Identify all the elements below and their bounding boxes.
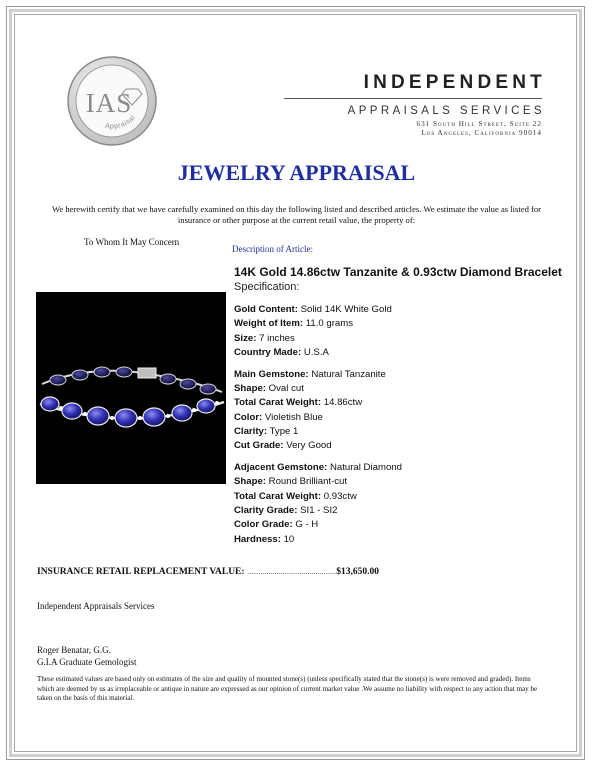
company-header: [322, 72, 546, 138]
specification-label: Specification:: [234, 281, 300, 293]
spec-row: Gold Content: Solid 14K White Gold: [234, 304, 392, 315]
logo-subtext: Appraisal: [104, 114, 138, 131]
spec-row: Clarity: Type 1: [234, 425, 299, 437]
document-title: JEWELRY APPRAISAL: [177, 160, 416, 185]
spec-row: Country Made: U.S.A: [234, 346, 329, 358]
signer-title: G.I.A Graduate Gemologist: [37, 657, 137, 667]
spec-row: Clarity Grade: SI1 - SI2: [234, 505, 338, 517]
spec-row: Cut Grade: Very Good: [234, 440, 332, 452]
header-divider: [284, 98, 542, 99]
insurance-value-label: INSURANCE RETAIL REPLACEMENT VALUE:: [37, 567, 245, 577]
spec-row: Main Gemstone: Natural Tanzanite: [234, 368, 386, 380]
adjacent-gemstone-specs: [234, 461, 402, 547]
spec-row: Total Carat Weight: 0.93ctw: [234, 490, 357, 502]
bracelet-photo: [36, 292, 226, 484]
article-title: 14K Gold 14.86ctw Tanzanite & 0.93ctw Diamond Bracelet: [234, 265, 562, 279]
spec-row: Size: 7 inches: [234, 332, 295, 344]
appraiser-company: Independent Appraisals Services: [37, 601, 155, 611]
insurance-value: $13,650.00: [336, 567, 379, 577]
signature-block: [37, 644, 136, 668]
leader-dots: …........................................: [246, 568, 337, 576]
spec-row: Hardness: 10: [234, 533, 295, 545]
main-gemstone-specs: [234, 368, 402, 454]
spec-row: Total Carat Weight: 14.86ctw: [234, 397, 363, 409]
spec-row: Color Grade: G - H: [234, 519, 319, 531]
specifications: [234, 303, 402, 555]
company-address: [322, 120, 542, 138]
company-subtitle: APPRAISALS SERVICES: [347, 105, 545, 117]
spec-row: Adjacent Gemstone: Natural Diamond: [234, 462, 402, 474]
company-name: INDEPENDENT: [363, 72, 546, 93]
address-line-1: 631 South Hill Street, Suite 22: [416, 120, 542, 128]
signer-name: Roger Benatar, G.G.: [37, 645, 111, 655]
address-line-2: Los Angeles, California 90014: [421, 129, 542, 137]
recipient: To Whom It May Concern: [84, 237, 180, 247]
disclaimer: These estimated values are based only on estimates of the size and quality of mounted stone(s) (unless specifically stated that the stone(s) is were removed and graded). Items which are deemed by us as irreplaceable or antique in nature are expressed as our opinion of current market value .We assume no liability with respect to any action that may be taken on the basis of this material.: [37, 675, 538, 703]
description-label: Description of Article:: [232, 244, 313, 254]
logo-text: IAS: [85, 88, 133, 118]
spec-row: Weight of Item: 11.0 grams: [234, 318, 354, 330]
spec-row: Shape: Oval cut: [234, 383, 304, 395]
certification-text: We herewith certify that we have carefully examined on this day the following listed and described articles. We estimate the value as listed for insurance or other purpose at the current retail value, the property of:: [51, 204, 542, 225]
insurance-value-line: [37, 567, 379, 577]
spec-row: Shape: Round Brilliant-cut: [234, 476, 348, 488]
spec-row: Color: Violetish Blue: [234, 411, 323, 423]
ias-logo: [66, 55, 158, 147]
metal-specs: [234, 303, 402, 360]
